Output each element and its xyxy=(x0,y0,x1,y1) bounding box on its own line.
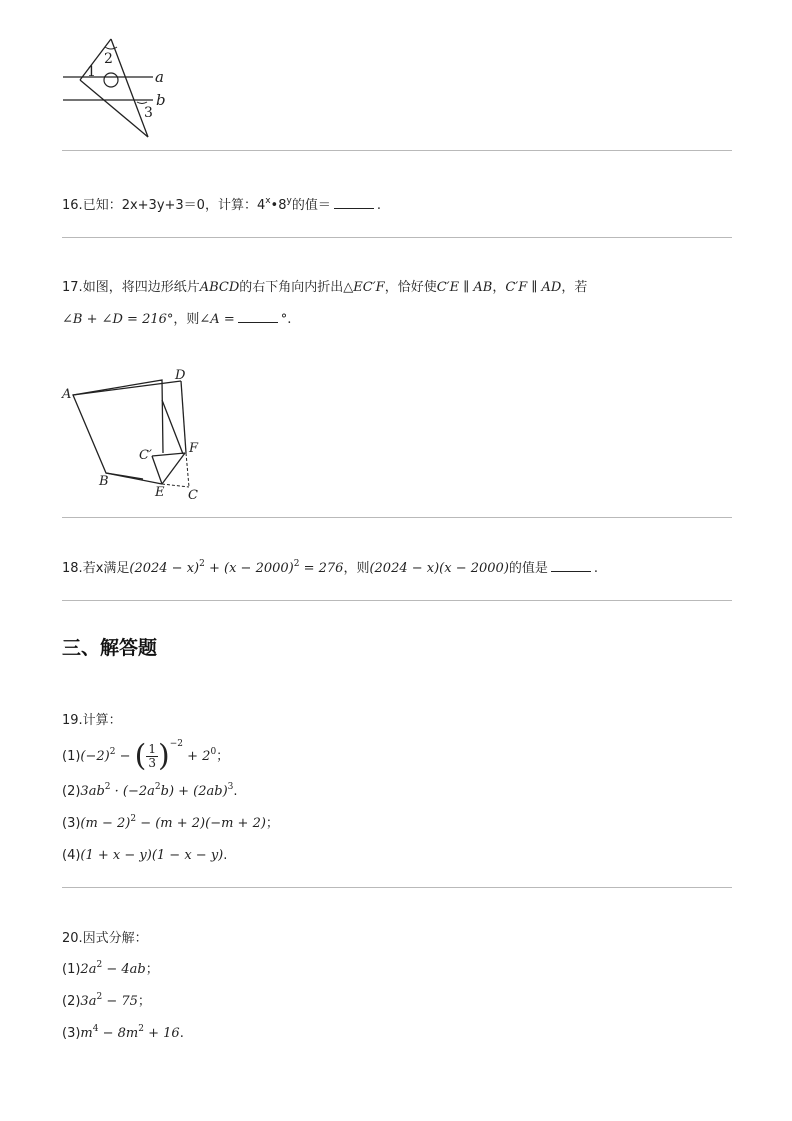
question-17-line-1 xyxy=(62,278,587,298)
vertex-label-d: D xyxy=(175,368,186,383)
q20-p1-end: ； xyxy=(145,962,159,977)
divider-4 xyxy=(62,600,732,601)
quad-outline-main xyxy=(73,380,163,479)
q20-p2-b: − 75 xyxy=(102,994,138,1009)
q18-end: . xyxy=(593,561,599,576)
q20-p2-a: 3a xyxy=(80,994,97,1009)
q19-p3-b: − (m + 2)(−m + 2) xyxy=(136,816,266,831)
q19-p2-b-exp: 2 xyxy=(154,782,161,792)
q18-expr1: (2024 − x) xyxy=(129,561,200,576)
part-label: (2) xyxy=(62,994,81,1009)
part-label: (2) xyxy=(62,784,81,799)
angle-mark-arc-3 xyxy=(137,102,147,104)
q19-p2-b: · (−2a xyxy=(110,784,155,799)
angle-label-3: 3 xyxy=(144,105,153,121)
q18-text: 若x满足 xyxy=(82,561,130,576)
q20-p3-c: + 16 xyxy=(143,1026,180,1041)
q17-cf-ad: C′F ∥ AD xyxy=(505,280,562,295)
q16-sup-y: y xyxy=(286,196,292,206)
dashed-fc xyxy=(186,453,189,487)
part-label: (4) xyxy=(62,848,81,863)
q19-p2-a-exp: 2 xyxy=(104,782,111,792)
divider-5 xyxy=(62,887,732,888)
q20-p3-a: m xyxy=(80,1026,93,1041)
question-number: 16. xyxy=(62,198,83,213)
q18-eq: = 276 xyxy=(299,561,344,576)
angle-label-1: 1 xyxy=(87,64,96,80)
q17-abcd: ABCD xyxy=(199,280,240,295)
vertex-label-c-prime: C′ xyxy=(139,448,152,463)
answer-blank[interactable] xyxy=(238,310,278,323)
q19-p2-end: . xyxy=(233,784,238,799)
q17-angle-a: ∠A = xyxy=(199,312,235,327)
q17-ecf: EC′F xyxy=(353,280,385,295)
q17-text: 的右下角向内折出△ xyxy=(239,280,354,295)
question-17-line-2 xyxy=(62,310,291,330)
q18-text: ，则 xyxy=(343,561,370,576)
question-16 xyxy=(62,196,381,216)
q19-p1-end: ； xyxy=(216,749,230,764)
q20-p1-b: − 4ab xyxy=(102,962,146,977)
part-label: (1) xyxy=(62,749,81,764)
q20-p3-a-exp: 4 xyxy=(92,1024,99,1034)
answer-blank[interactable] xyxy=(551,559,591,572)
question-number: 18. xyxy=(62,561,83,576)
edge-be xyxy=(106,473,162,484)
q16-sup-x: x xyxy=(265,196,271,206)
vertex-label-f: F xyxy=(189,441,199,456)
q19-p1-a: (−2) xyxy=(80,749,110,764)
vertex-label-a: A xyxy=(62,387,72,402)
q19-p2-a: 3ab xyxy=(80,784,105,799)
quad-outline xyxy=(162,400,183,454)
q17-end: °. xyxy=(280,312,292,327)
folded-edge-ce xyxy=(152,456,162,484)
q20-p2-a-exp: 2 xyxy=(96,992,103,1002)
question-18 xyxy=(62,559,598,579)
part-label: (1) xyxy=(62,962,81,977)
q19-p1-minus: − xyxy=(115,749,135,764)
question-19-part-2 xyxy=(62,782,238,802)
q16-text-a: 已知：2x+3y+3＝0，计算：4 xyxy=(82,198,266,213)
divider-2 xyxy=(62,237,732,238)
question-20-part-2 xyxy=(62,992,151,1012)
fraction-numerator: 1 xyxy=(148,742,156,756)
question-20-part-3 xyxy=(62,1024,184,1044)
q18-expr2: (x − 2000) xyxy=(224,561,294,576)
angle-label-2: 2 xyxy=(104,51,113,67)
folded-edge-cf xyxy=(152,453,185,456)
q16-text-c: 的值＝ xyxy=(291,198,331,213)
figure-parallel-lines-triangle xyxy=(55,32,185,144)
q20-p3-end: . xyxy=(179,1026,184,1041)
q17-text: ，恰好使 xyxy=(384,280,437,295)
fraction-one-third xyxy=(146,743,158,770)
q19-p1-a-exp: 2 xyxy=(109,747,116,757)
fold-line-ef xyxy=(162,453,185,484)
q19-p4-end: . xyxy=(223,848,228,863)
vertex-label-e: E xyxy=(155,485,165,500)
paren-left: ( xyxy=(134,738,147,774)
line-label-b: b xyxy=(156,91,166,109)
q17-text: ，若 xyxy=(561,280,588,295)
vertex-label-c: C xyxy=(188,488,198,503)
q18-plus: + xyxy=(204,561,225,576)
angle-mark-circle xyxy=(104,73,118,87)
q20-p3-b-exp: 2 xyxy=(138,1024,144,1034)
q19-p2-c: b) + (2ab) xyxy=(160,784,228,799)
question-19-title: 19.计算： xyxy=(62,713,122,728)
section-title: 三、解答题 xyxy=(62,637,158,659)
q17-comma: ， xyxy=(492,280,506,295)
q17-text: ，则 xyxy=(173,312,200,327)
answer-blank[interactable] xyxy=(334,196,374,209)
q19-p1-exp: −2 xyxy=(169,739,183,749)
q17-angle-sum: ∠B + ∠D = 216° xyxy=(62,312,174,327)
vertex-label-b: B xyxy=(99,474,109,489)
q18-exp1: 2 xyxy=(199,559,205,569)
q16-text-b: •8 xyxy=(270,198,287,213)
q19-p1-b-exp: 0 xyxy=(210,747,217,757)
q18-exp2: 2 xyxy=(293,559,300,569)
paren-right: ) xyxy=(158,738,170,774)
part-label: (3) xyxy=(62,816,81,831)
q19-p4-a: (1 + x − y)(1 − x − y) xyxy=(80,848,224,863)
q16-end: . xyxy=(376,198,381,213)
question-20-part-1 xyxy=(62,960,159,980)
q20-p2-end: ； xyxy=(137,994,151,1009)
figure-quadrilateral-fold xyxy=(55,362,215,504)
q20-p1-a-exp: 2 xyxy=(96,960,103,970)
edge-d-f xyxy=(181,381,186,453)
q20-p3-b: − 8m xyxy=(98,1026,139,1041)
question-20-title: 20.因式分解： xyxy=(62,931,148,946)
edge-ad xyxy=(73,381,181,395)
q20-p1-a: 2a xyxy=(80,962,97,977)
part-label: (3) xyxy=(62,1026,81,1041)
q18-expr3: (2024 − x)(x − 2000) xyxy=(369,561,509,576)
dashed-ec xyxy=(162,484,189,487)
line-label-a: a xyxy=(155,68,164,86)
question-number: 17. xyxy=(62,280,83,295)
q17-text: 如图，将四边形纸片 xyxy=(82,280,200,295)
fraction-denominator: 3 xyxy=(148,756,156,770)
question-19-part-4 xyxy=(62,846,227,866)
divider-1 xyxy=(62,150,732,151)
q19-p1-b: + 2 xyxy=(183,749,211,764)
q19-p3-end: ； xyxy=(265,816,279,831)
divider-3 xyxy=(62,517,732,518)
q19-p3-a-exp: 2 xyxy=(130,814,137,824)
q19-p3-a: (m − 2) xyxy=(80,816,131,831)
question-19-part-1 xyxy=(62,740,229,774)
q17-ce-ab: C′E ∥ AB xyxy=(436,280,493,295)
question-19-part-3 xyxy=(62,814,279,834)
q19-p2-c-exp: 3 xyxy=(227,782,234,792)
q18-text: 的值是 xyxy=(508,561,548,576)
